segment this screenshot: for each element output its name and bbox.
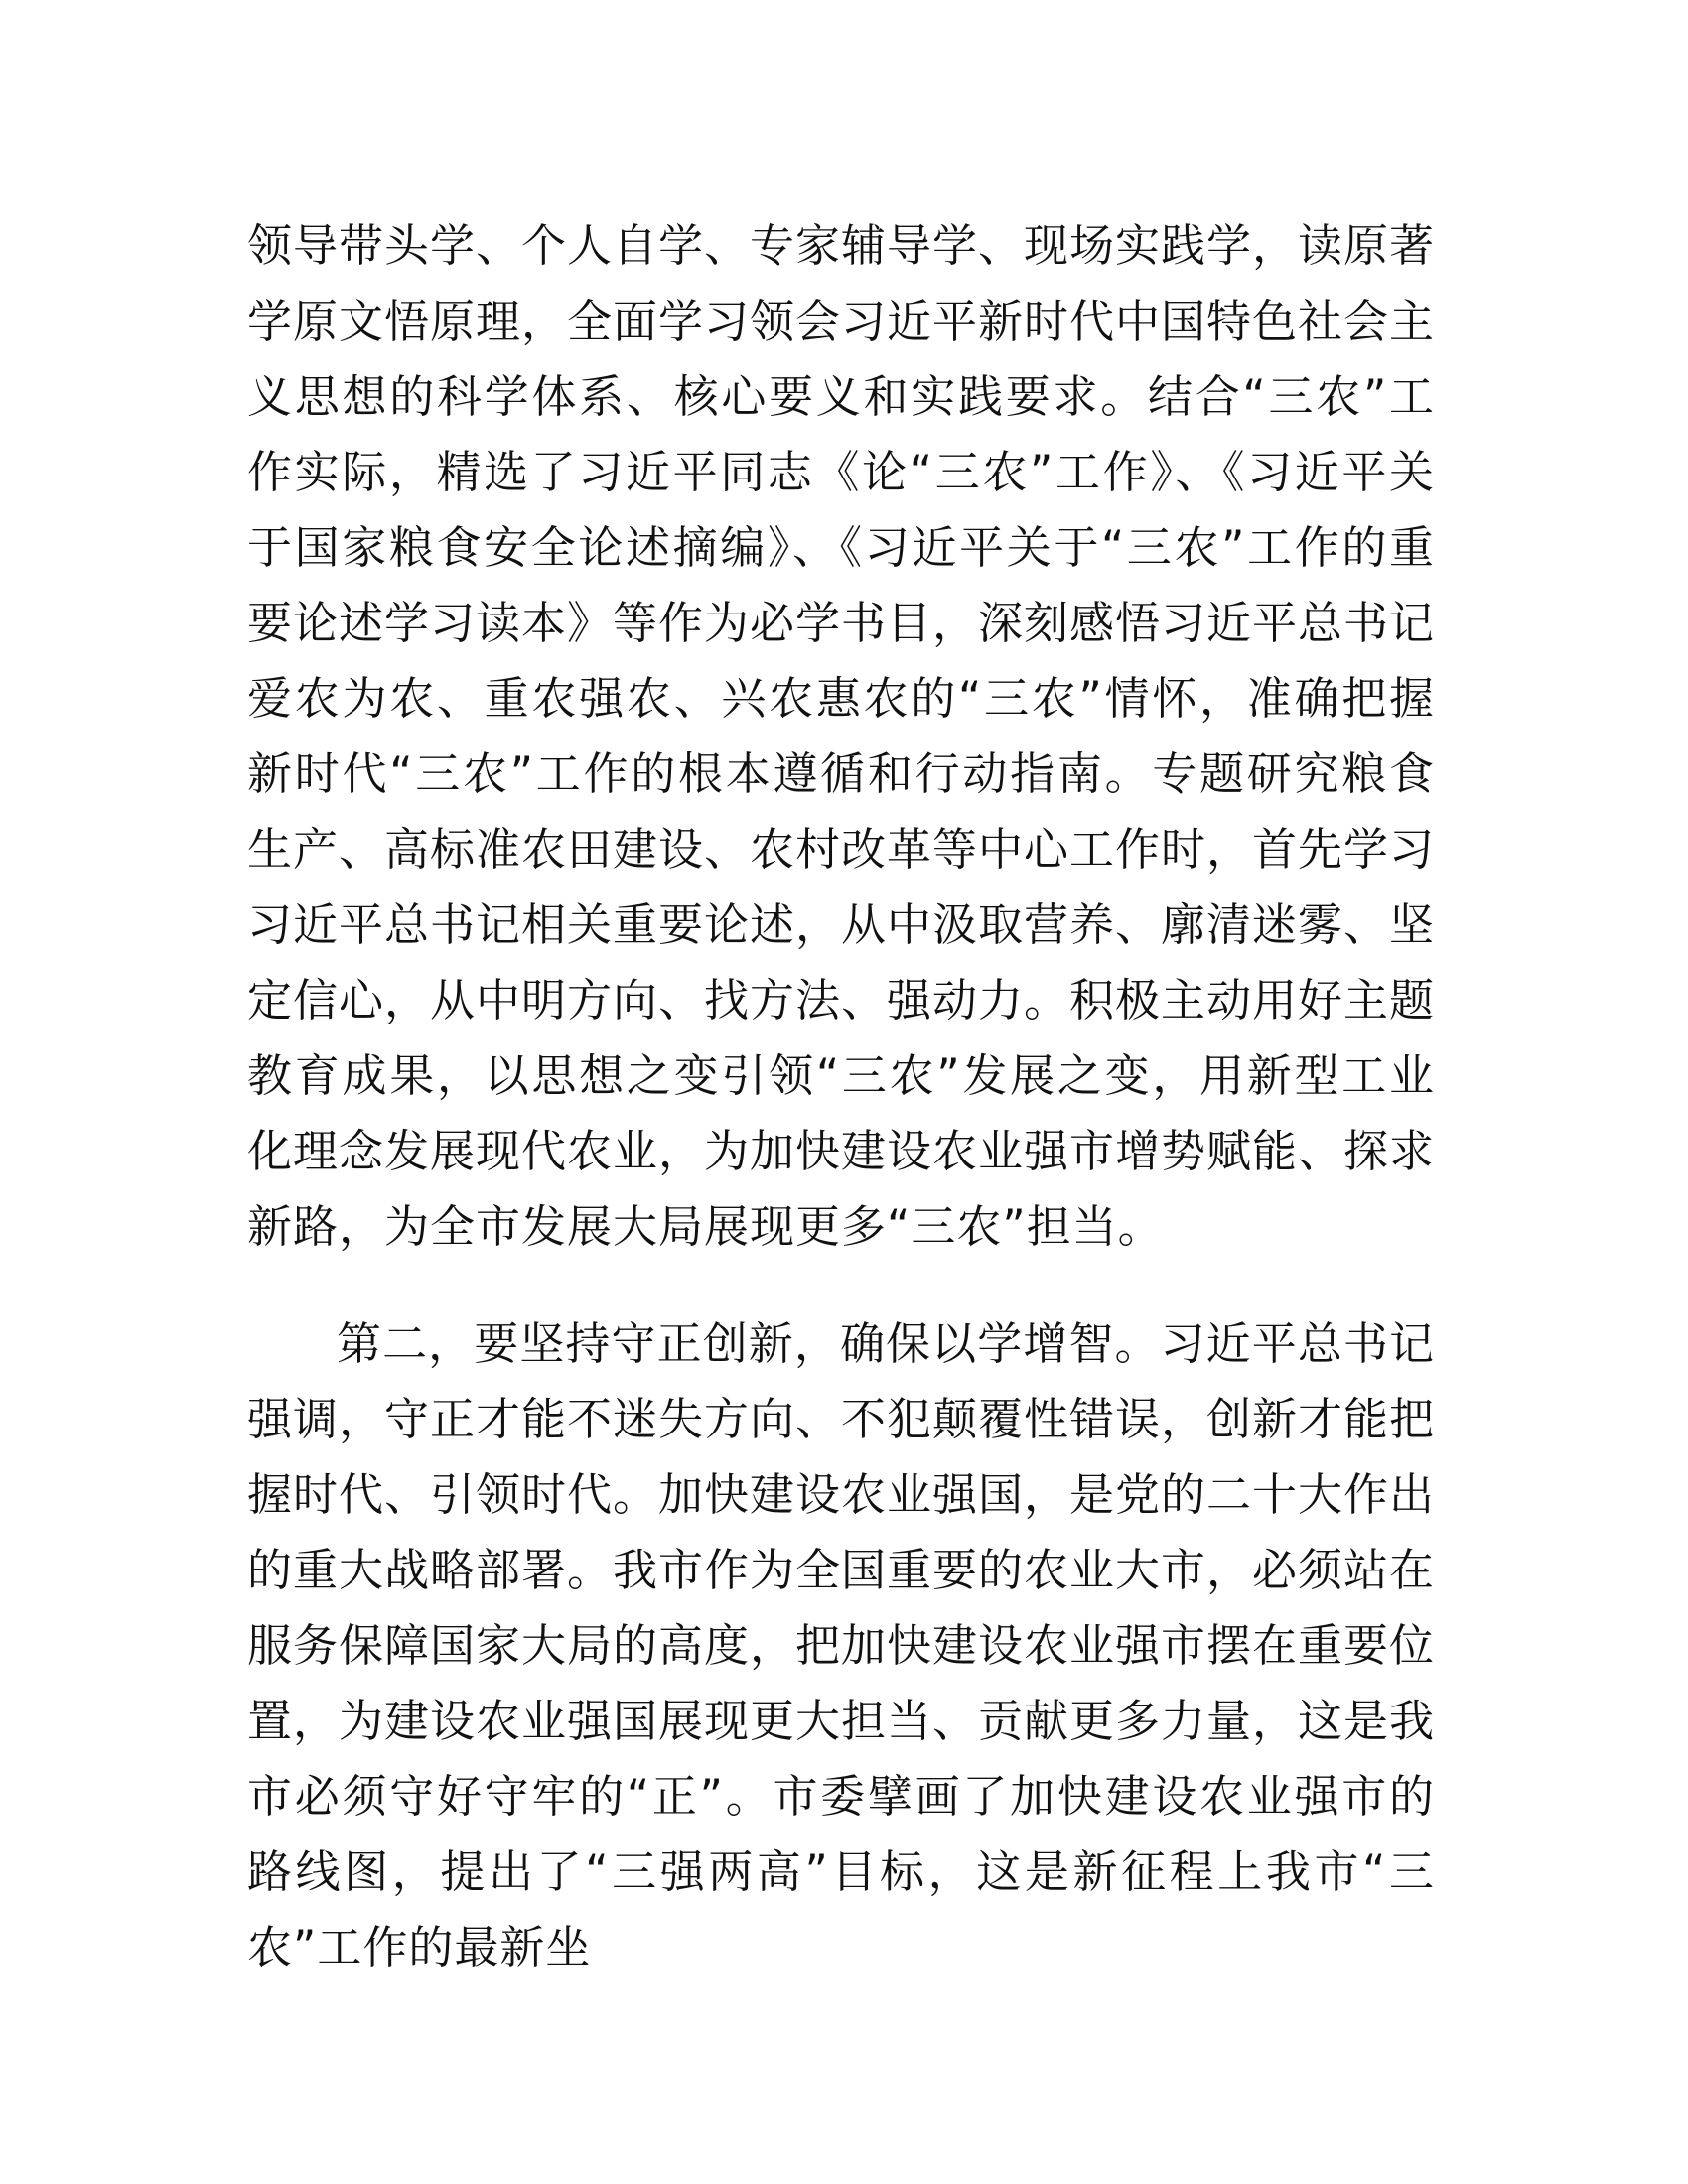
paragraph-continued: 领导带头学、个人自学、专家辅导学、现场实践学，读原著学原文悟原理，全面学习领会习近平新时代中国特色社会主义思想的科学体系、核心要义和实践要求。结合“三农”工作实际，精选了习近平同志《论“三农”工作》、《习近平关于国家粮食安全论述摘编》、《习近平关于“三农”工作的重要论述学习读本》等作为必学书目，深刻感悟习近平总书记爱农为农、重农强农、兴农惠农的“三农”情怀，准确把握新时代“三农”工作的根本遵循和行动指南。专题研究粮食生产、高标准农田建设、农村改革等中心工作时，首先学习习近平总书记相关重要论述，从中汲取营养、廓清迷雾、坚定信心，从中明方向、找方法、强动力。积极主动用好主题教育成果，以思想之变引领“三农”发展之变，用新型工业化理念发展现代农业，为加快建设农业强市增势赋能、探求新路，为全市发展大局展现更多“三农”担当。 bbox=[247, 219, 1436, 1253]
paragraph-second-point: 第二，要坚持守正创新，确保以学增智。习近平总书记强调，守正才能不迷失方向、不犯颠覆性错误，创新才能把握时代、引领时代。加快建设农业强国，是党的二十大作出的重大战略部署。我市作为全国重要的农业大市，必须站在服务保障国家大局的高度，把加快建设农业强市摆在重要位置，为建设农业强国展现更大担当、贡献更多力量，这是我市必须守好守牢的“正”。市委擘画了加快建设农业强市的路线图，提出了“三强两高”目标，这是新征程上我市“三农”工作的最新坐 bbox=[247, 1317, 1436, 1974]
